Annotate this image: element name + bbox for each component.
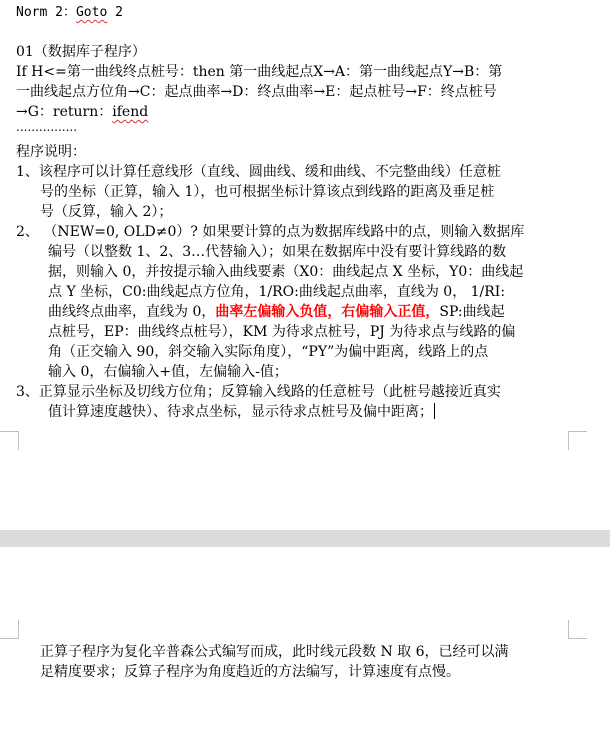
item1-line3: 号（反算，输入 2）； [40,204,173,220]
title-prefix: Norm 2： [16,5,76,20]
item3-line2 [48,402,435,422]
item2-line4: 点 Y 坐标，C0:曲线起点方位角，1/RO:曲线起点曲率，直线为 0， 1/RI: [48,284,506,300]
program-title [16,3,123,23]
item3-line2-text: 值计算速度越快）、待求点坐标，显示待求点桩号及偏中距离； [48,404,433,420]
item2-line8: 输入 0，右偏输入+值，左偏输入-值； [48,364,288,380]
code-line-if: If H<=第一曲线终点桩号：then 第一曲线起点X→A：第一曲线起点Y→B：第 [16,64,503,80]
explanation-heading: 程序说明： [16,144,86,160]
page-corner-mark-bottom-right [568,431,587,450]
code-line-cont: 一曲线起点方位角→C：起点曲率→D：终点曲率→E：起点桩号→F：终点桩号 [16,84,497,100]
text-cursor [434,403,435,419]
page2-line1: 正算子程序为复化辛普森公式编写而成，此时线元段数 N 取 6，已经可以满 [40,644,509,660]
page-gap [0,530,610,547]
item2-line2: 编号（以整数 1、2、3…代替输入）；如果在数据库中没有要计算线路的数 [48,244,507,260]
return-text: →G：return： [16,104,113,120]
page-corner-mark-top-left [0,620,19,639]
item3-line1: 3、正算显示坐标及切线方位角；反算输入线路的任意桩号（此桩号越接近真实 [16,384,501,400]
title-goto: Goto [75,5,108,20]
item2-line5-end: SP:曲线起 [439,304,505,320]
subroutine-heading: 01（数据库子程序） [16,44,146,60]
item2-line3: 据，则输入 0，并按提示输入曲线要素（X0：曲线起点 X 坐标，Y0：曲线起 [48,264,524,280]
ifend-keyword: ifend [112,104,149,120]
page-corner-mark-top-right [568,620,587,639]
item1-line2: 号的坐标（正算，输入 1），也可根据坐标计算该点到线路的距离及垂足桩 [40,184,495,200]
title-suffix: 2 [107,5,123,20]
item2-line5 [48,302,505,322]
page-corner-mark-bottom-left [0,431,19,450]
item2-line7: 角（正交输入 90，斜交输入实际角度），“PY”为偏中距离，线路上的点 [48,344,489,360]
item2-line5-start: 曲线终点曲率，直线为 0， [48,304,216,320]
item2-line1: 2、 （NEW=0, OLD≠0）? 如果要计算的点为数据库线路中的点，则输入数据库 [16,224,525,240]
curvature-sign-note: 曲率左偏输入负值，右偏输入正值， [215,304,440,320]
item2-line6: 点桩号，EP：曲线终点桩号），KM 为待求点桩号，PJ 为待求点与线路的偏 [48,324,516,340]
page2-line2: 足精度要求；反算子程序为角度趋近的方法编写，计算速度有点慢。 [40,664,460,680]
item1-line1: 1、该程序可以计算任意线形（直线、圆曲线、缓和曲线、不完整曲线）任意桩 [16,164,501,180]
dotted-separator: ................ [16,120,78,134]
